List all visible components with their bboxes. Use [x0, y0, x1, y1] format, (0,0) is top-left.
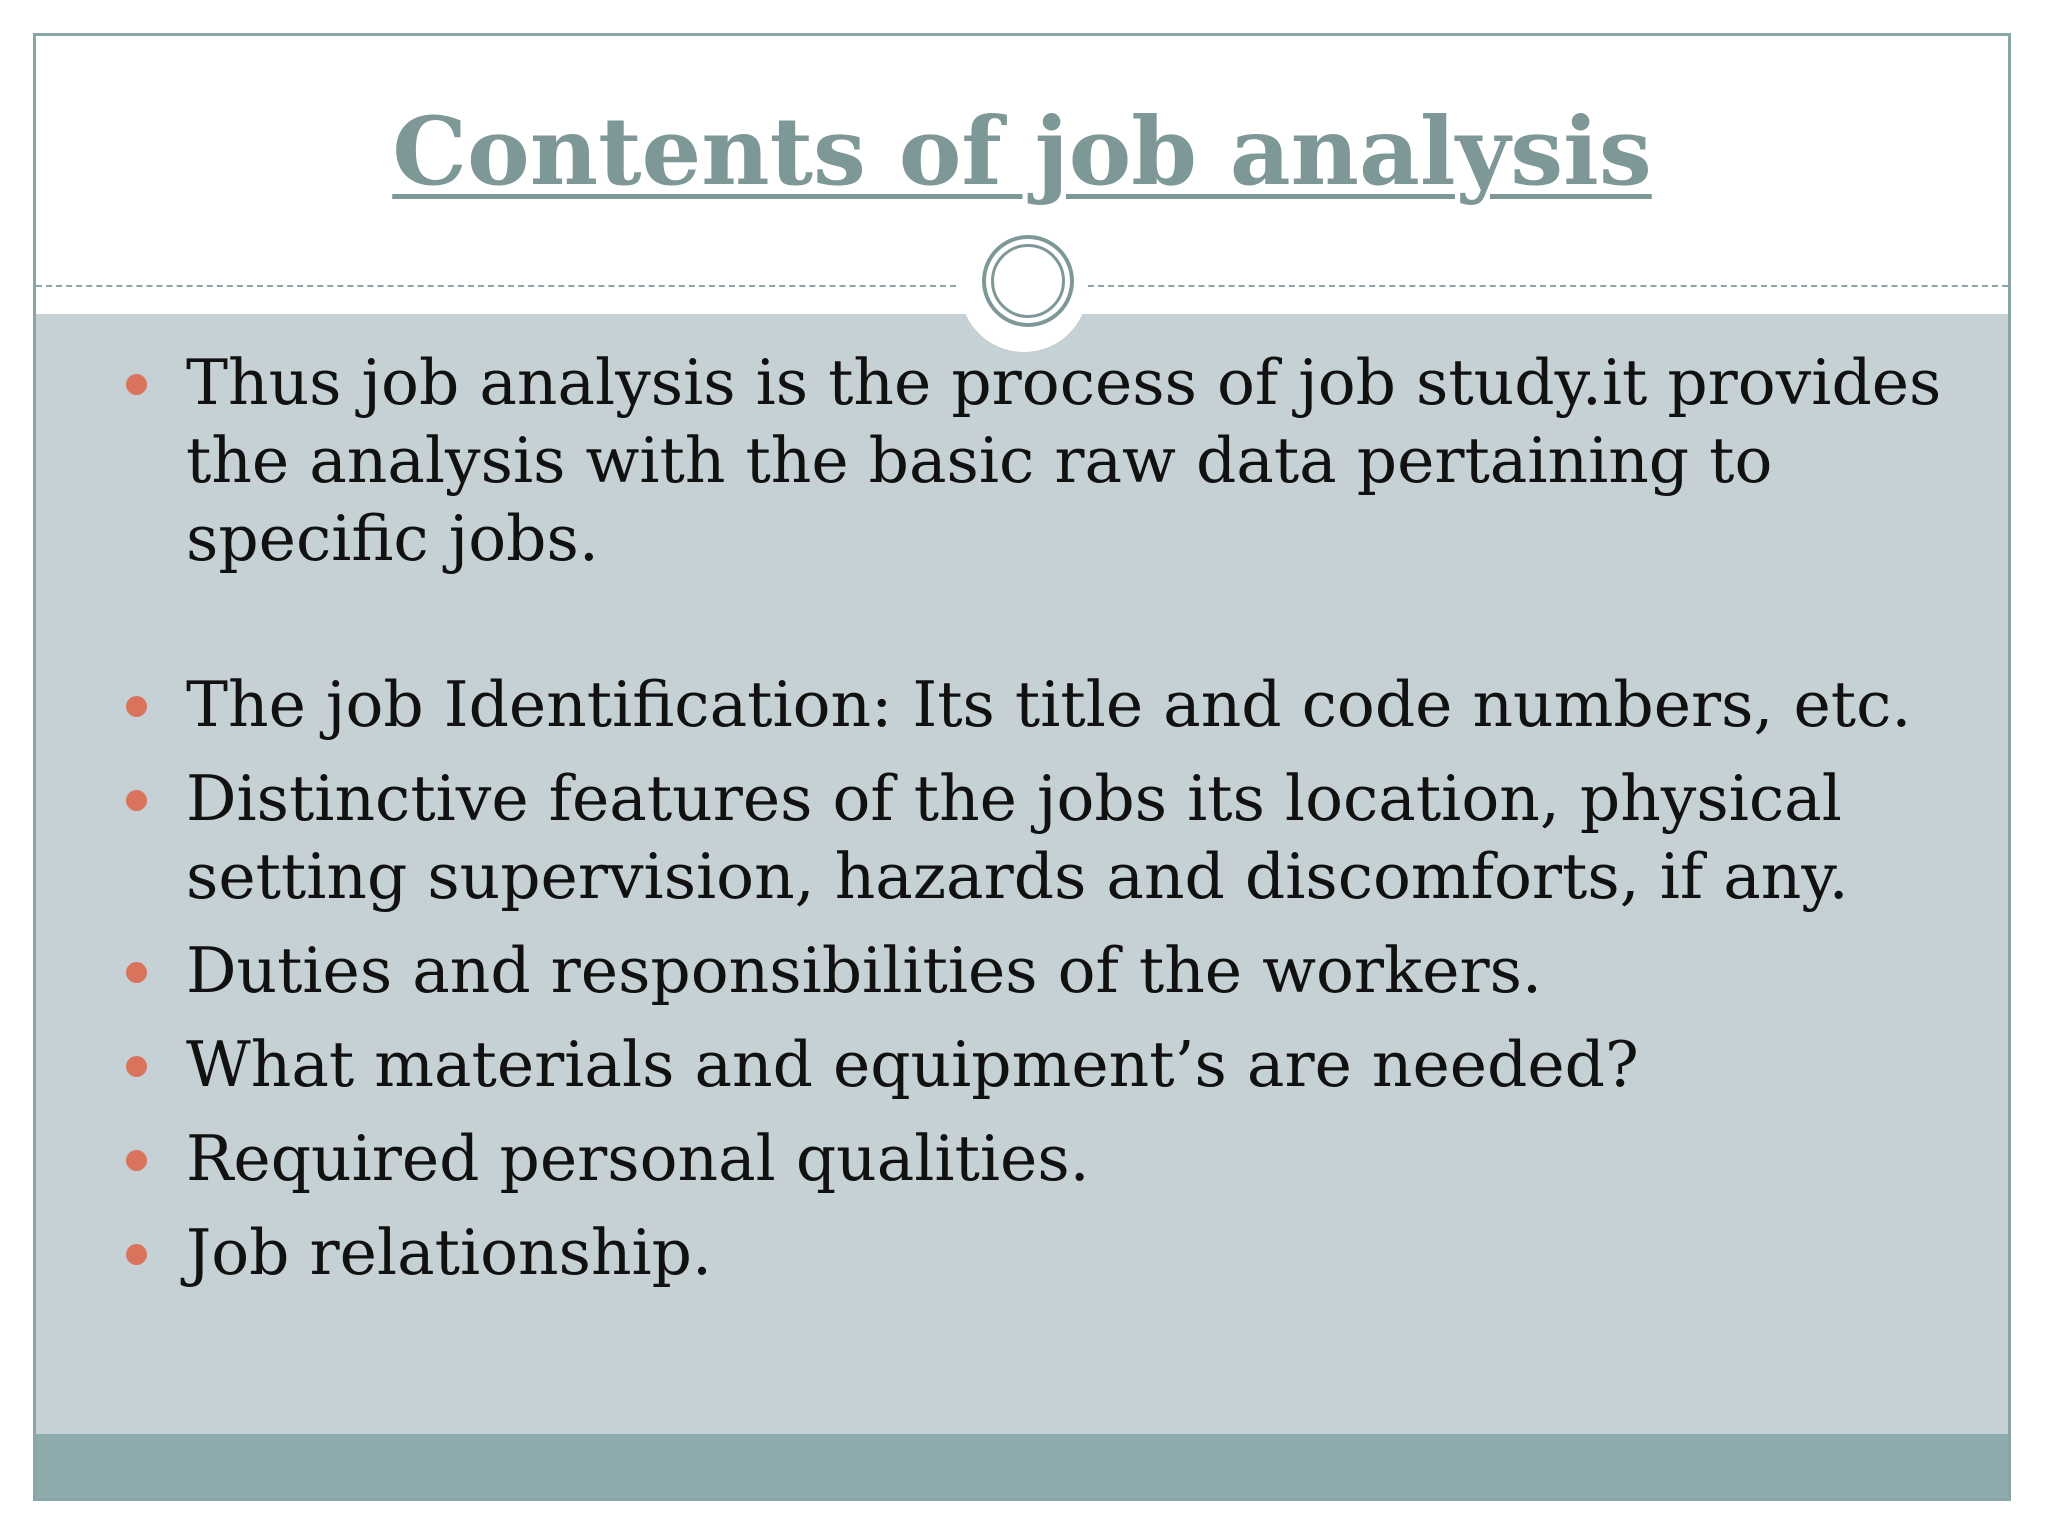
- bullet-list: [96, 344, 1996, 1308]
- divider-line-right: [1088, 285, 2008, 287]
- slide-title: Contents of job analysis: [392, 97, 1652, 207]
- list-item: [96, 344, 1996, 578]
- bullet-dot-icon: [126, 790, 147, 811]
- divider-line-left: [36, 285, 956, 287]
- bullet-dot-icon: [126, 1056, 147, 1077]
- list-item-text: The job Identification: Its title and code numbers, etc.: [186, 668, 1912, 741]
- slide: [33, 33, 2011, 1501]
- bullet-dot-icon: [126, 1244, 147, 1265]
- bullet-dot-icon: [126, 962, 147, 983]
- list-item-text: Thus job analysis is the process of job study.it provides the analysis with the basic raw data pertaining to specific jobs.: [186, 346, 1942, 575]
- list-item: [96, 666, 1996, 744]
- bullet-dot-icon: [126, 696, 147, 717]
- list-item: [96, 1120, 1996, 1198]
- bottom-band: [36, 1434, 2008, 1501]
- list-item: [96, 1214, 1996, 1292]
- list-item: [96, 760, 1996, 916]
- bullet-dot-icon: [126, 374, 147, 395]
- list-item-text: What materials and equipment’s are needed?: [186, 1028, 1639, 1101]
- list-item-text: Distinctive features of the jobs its location, physical setting supervision, hazards and discomforts, if any.: [186, 762, 1849, 913]
- list-item-text: Required personal qualities.: [186, 1122, 1090, 1195]
- list-item: [96, 932, 1996, 1010]
- list-item-text: Duties and responsibilities of the workers.: [186, 934, 1542, 1007]
- double-ring-inner-icon: [991, 244, 1065, 318]
- list-item: [96, 1026, 1996, 1104]
- bullet-dot-icon: [126, 1150, 147, 1171]
- list-item-text: Job relationship.: [186, 1216, 713, 1289]
